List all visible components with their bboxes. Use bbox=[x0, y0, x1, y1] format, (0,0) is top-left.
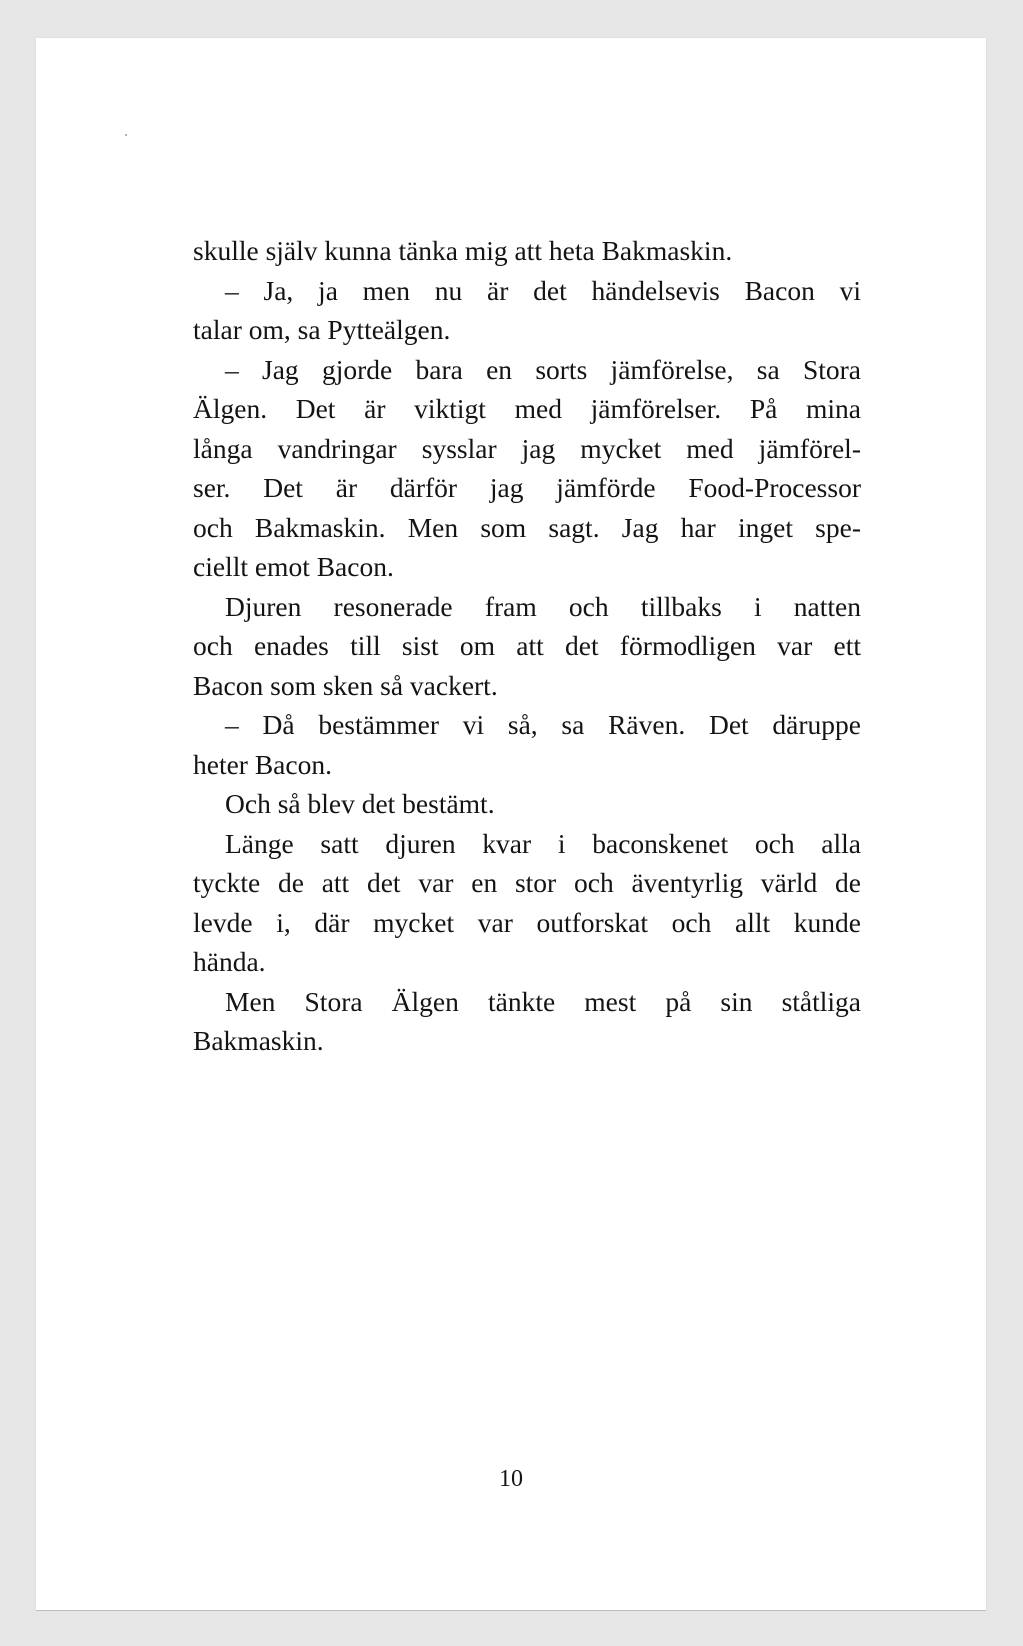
text-line: Bacon som sken så vackert. bbox=[193, 669, 498, 701]
text-line: långa vandringar sysslar jag mycket med jämförel- bbox=[193, 432, 861, 464]
text-line: Djuren resonerade fram och tillbaks i natten bbox=[225, 590, 861, 622]
text-line: – Jag gjorde bara en sorts jämförelse, sa Stora bbox=[225, 353, 861, 385]
text-line: levde i, där mycket var outforskat och allt kunde bbox=[193, 906, 861, 938]
book-page bbox=[36, 38, 986, 1610]
text-line: heter Bacon. bbox=[193, 748, 332, 780]
text-line: Älgen. Det är viktigt med jämförelser. På mina bbox=[193, 393, 861, 424]
text-line: hända. bbox=[193, 946, 266, 977]
text-line: och Bakmaskin. Men som sagt. Jag har inget spe- bbox=[193, 511, 861, 543]
text-line: tyckte de att det var en stor och äventyrlig värld de bbox=[193, 867, 861, 898]
text-line: Länge satt djuren kvar i baconskenet och alla bbox=[225, 827, 861, 859]
text-line: – Ja, ja men nu är det händelsevis Bacon vi bbox=[225, 274, 861, 306]
scan-edge-line bbox=[36, 1610, 986, 1611]
body-text bbox=[193, 231, 861, 1061]
text-line: och enades till sist om att det förmodligen var ett bbox=[193, 630, 861, 661]
text-line: ser. Det är därför jag jämförde Food-Processor bbox=[193, 472, 861, 503]
text-line: – Då bestämmer vi så, sa Räven. Det däruppe bbox=[225, 709, 861, 740]
paper-speck bbox=[125, 134, 127, 136]
text-line: Men Stora Älgen tänkte mest på sin ståtliga bbox=[225, 985, 861, 1017]
page-number: 10 bbox=[499, 1466, 523, 1492]
text-line: Bakmaskin. bbox=[193, 1025, 324, 1056]
text-line: talar om, sa Pytteälgen. bbox=[193, 314, 451, 345]
text-line: Och så blev det bestämt. bbox=[225, 788, 495, 819]
text-line: ciellt emot Bacon. bbox=[193, 551, 394, 582]
text-line: skulle själv kunna tänka mig att heta Bakmaskin. bbox=[193, 235, 733, 266]
